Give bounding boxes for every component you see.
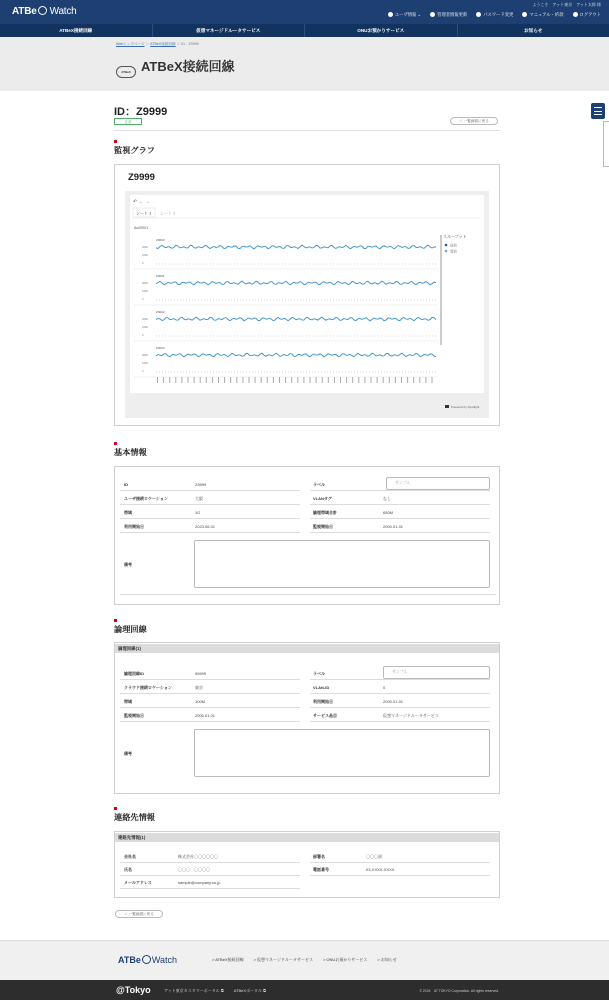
- basic-label-input[interactable]: サンプル: [386, 477, 490, 490]
- attokyo-logo[interactable]: @Tokyo: [116, 985, 151, 995]
- graph-x-tick: [334, 377, 335, 383]
- graph-x-tick: [352, 377, 353, 383]
- graph-row-label: Z0001: [156, 274, 165, 278]
- contact-label-0: 会社名: [124, 854, 136, 859]
- help-icon: [522, 12, 527, 17]
- graph-y-tick: 1000: [142, 290, 148, 293]
- graph-y-tick: 1000: [142, 254, 148, 257]
- contact-value-1: 〇〇〇 〇〇〇〇: [178, 867, 210, 872]
- logical-row-line: [310, 693, 490, 694]
- graph-x-tick: [364, 377, 365, 383]
- graph-row-label: Z0000: [156, 238, 165, 242]
- graph-x-tick: [407, 377, 408, 383]
- basic-row-line: [120, 518, 300, 519]
- logo-circle-icon: [38, 6, 47, 15]
- logical-label-0: 論理回線ID: [124, 671, 144, 676]
- basic-label-3: 利用開始日: [124, 524, 144, 529]
- graph-x-tick: [163, 377, 164, 383]
- basic-right-label-1: VLANタグ: [313, 496, 332, 501]
- breadcrumb-home[interactable]: Webトップページ: [116, 42, 145, 46]
- page-title: ATBeX ATBeX接続回線: [116, 56, 235, 78]
- graph-x-tick: [249, 377, 250, 383]
- contact-row-line: [120, 862, 300, 863]
- section-title-graph: 監視グラフ: [114, 146, 155, 155]
- footer-logo-circle-icon: [142, 955, 151, 964]
- graph-series-line: [156, 245, 436, 249]
- back-to-list-button[interactable]: ＜ 一覧画面に戻る: [450, 117, 498, 125]
- gnav-news[interactable]: お知らせ: [524, 28, 543, 33]
- logical-remarks-label: 備考: [124, 751, 132, 756]
- logical-label-input[interactable]: サンプル: [383, 666, 490, 679]
- footer-link-router[interactable]: > 仮想マネージドルータサービス: [253, 957, 313, 962]
- contact-row-line: [310, 862, 490, 863]
- divider: [114, 130, 500, 131]
- basic-row-line: [120, 532, 300, 533]
- contact-right-label-0: 部署名: [313, 854, 325, 859]
- legend-send: 送信: [450, 243, 457, 248]
- graph-y-tick: 1000: [142, 362, 148, 365]
- graph-row-label: Z0003: [156, 346, 165, 350]
- gnav-managed-router[interactable]: 仮想マネージドルータサービス: [153, 24, 306, 37]
- legend-recv: 受信: [450, 249, 457, 254]
- graph-x-tick: [261, 377, 262, 383]
- welcome-text: ようこそ アット東京 アット太郎 様: [532, 2, 601, 7]
- graph-x-tick: [230, 377, 231, 383]
- logical-value-0: 99999: [195, 671, 207, 676]
- logical-value-2: 100M: [195, 699, 206, 704]
- graph-x-tick: [285, 377, 286, 383]
- graph-y-tick: 0: [142, 370, 144, 373]
- graph-name: Z9999: [128, 172, 155, 183]
- graph-y-tick: 2000: [142, 318, 148, 321]
- logical-row-line: [120, 721, 300, 722]
- basic-remarks-label: 備考: [124, 562, 132, 567]
- graph-x-tick: [273, 377, 274, 383]
- password-change-link[interactable]: パスワード変更: [476, 12, 513, 18]
- header-nav: [388, 12, 601, 18]
- graph-y-tick: 0: [142, 334, 144, 337]
- graph-x-tick: [395, 377, 396, 383]
- back-to-list-button-bottom[interactable]: ＜ 一覧画面に戻る: [115, 910, 163, 918]
- cloud-icon: ATBeX: [116, 66, 136, 78]
- footer-link-atbex[interactable]: > ATBeX接続回線: [212, 957, 244, 962]
- basic-right-value-3: 2000.01.01: [383, 524, 404, 529]
- logical-remarks-textarea[interactable]: [194, 729, 490, 777]
- section-title-logical: 論理回線: [114, 625, 147, 634]
- legend-recv-dot: [445, 250, 448, 253]
- basic-right-label-0: ラベル: [313, 482, 325, 487]
- graph-x-tick: [224, 377, 225, 383]
- logical-right-label-2: 利用開始日: [313, 699, 333, 704]
- graph-x-tick: [188, 377, 189, 383]
- header-logo[interactable]: ATBe Watch: [12, 6, 77, 17]
- graph-x-tick: [389, 377, 390, 383]
- global-nav: [0, 24, 609, 37]
- legend-title: スループット: [443, 234, 467, 239]
- graph-x-tick: [206, 377, 207, 383]
- contact-value-0: 株式会社〇〇〇〇〇〇: [178, 854, 218, 859]
- user-info-link[interactable]: ユーザ情報 ⌄: [388, 12, 421, 18]
- contact-row-line: [120, 888, 300, 889]
- manual-link[interactable]: マニュアル・約款: [522, 12, 563, 18]
- footer-bottom: [0, 980, 609, 1000]
- graph-x-tick: [340, 377, 341, 383]
- graph-x-tick: [267, 377, 268, 383]
- graph-y-tick: 2000: [142, 246, 148, 249]
- contact-value-2: sample@company.co.jp: [178, 880, 221, 885]
- footer-link-news[interactable]: > お知らせ: [377, 957, 397, 962]
- graph-svg: [130, 195, 484, 415]
- graph-series-line: [156, 281, 436, 285]
- graph-series-line: [156, 317, 436, 321]
- basic-right-label-2: 論理帯域合計: [313, 510, 337, 515]
- graph-x-tick: [303, 377, 304, 383]
- logical-right-value-1: 0: [383, 685, 386, 690]
- status-badge: 正常: [114, 118, 142, 125]
- atbex-portal-link[interactable]: ATBeXポータル ⧉: [233, 988, 267, 993]
- graph-row-label: Z0002: [156, 310, 165, 314]
- line-id: ID：Z9999: [114, 106, 168, 118]
- graph-x-tick: [181, 377, 182, 383]
- footer-link-onu[interactable]: > ONUお預かりサービス: [322, 957, 368, 962]
- graph-x-tick: [255, 377, 256, 383]
- graph-y-tick: 0: [142, 298, 144, 301]
- footer-external-links: [164, 988, 266, 994]
- title-band: [0, 37, 609, 91]
- logical-right-value-2: 2000.01.01: [383, 699, 404, 704]
- basic-row-line: [120, 490, 300, 491]
- graph-x-tick: [291, 377, 292, 383]
- graph-y-tick: 2000: [142, 282, 148, 285]
- logical-label-3: 監視開始日: [124, 713, 144, 718]
- basic-row-line: [310, 532, 490, 533]
- graph-y-tick: 0: [142, 262, 144, 265]
- logical-right-label-3: サービス品目: [313, 713, 337, 718]
- graph-x-tick: [383, 377, 384, 383]
- graph-series-line: [156, 353, 436, 357]
- logical-right-value-3: 仮想マネージドルータサービス: [383, 713, 439, 718]
- contact-right-value-0: 〇〇〇部: [366, 854, 382, 859]
- logical-label-1: クラウド接続ロケーション: [124, 685, 172, 690]
- graph-x-tick: [279, 377, 280, 383]
- graph-x-tick: [377, 377, 378, 383]
- graph-x-tick: [218, 377, 219, 383]
- graph-x-tick: [401, 377, 402, 383]
- graph-x-tick: [328, 377, 329, 383]
- contact-right-value-1: 03-XXXX-XXXX: [366, 867, 395, 872]
- basic-value-0: Z9999: [195, 482, 207, 487]
- basic-row-line: [310, 518, 490, 519]
- basic-label-0: ID: [124, 482, 128, 487]
- graph-x-tick: [310, 377, 311, 383]
- breadcrumb-current: ID：Z9999: [181, 42, 199, 46]
- graph-x-tick: [419, 377, 420, 383]
- graph-x-tick: [371, 377, 372, 383]
- basic-row-line: [310, 504, 490, 505]
- graph-x-tick: [175, 377, 176, 383]
- logout-link[interactable]: ログアウト: [573, 12, 601, 18]
- logical-row-line: [120, 693, 300, 694]
- basic-value-1: 大阪: [195, 496, 203, 501]
- footer-links: [212, 957, 397, 963]
- section-title-contact: 連絡先情報: [114, 813, 155, 822]
- legend-send-dot: [445, 244, 448, 247]
- graph-x-tick: [358, 377, 359, 383]
- powered-by: Powered by Spotlight: [451, 405, 480, 409]
- logical-value-1: 東京: [195, 685, 203, 690]
- contact-row-line: [310, 875, 490, 876]
- graph-x-tick: [297, 377, 298, 383]
- graph-y-tick: 2000: [142, 354, 148, 357]
- copyright: © 2024 AT TOKYO Corporation. All rights reserved.: [419, 989, 499, 993]
- basic-right-value-1: なし: [383, 496, 391, 501]
- logical-value-3: 2000.01.01: [195, 713, 216, 718]
- graph-x-tick: [236, 377, 237, 383]
- logical-label-2: 帯域: [124, 699, 132, 704]
- customer-portal-link[interactable]: アット東京カスタマーポータル ⧉: [164, 988, 224, 993]
- basic-value-2: 1G: [195, 510, 201, 515]
- side-menu-button[interactable]: [591, 103, 605, 119]
- contact-subhead: 連絡先情報(1): [115, 833, 499, 842]
- admin-update-link[interactable]: 管理者情報更新: [430, 12, 467, 18]
- basic-label-2: 帯域: [124, 510, 132, 515]
- logical-right-label-0: ラベル: [313, 671, 325, 676]
- tab-sheet-2-label[interactable]: シート 2: [160, 210, 176, 216]
- logical-row-line: [310, 707, 490, 708]
- graph-x-tick: [322, 377, 323, 383]
- graph-x-tick: [169, 377, 170, 383]
- graph-x-tick: [194, 377, 195, 383]
- user-icon: [388, 12, 393, 17]
- footer-logo[interactable]: ATBe Watch: [118, 955, 178, 965]
- graph-x-tick: [157, 377, 158, 383]
- logical-row-line: [120, 679, 300, 680]
- key-icon: [476, 12, 481, 17]
- graph-x-tick: [346, 377, 347, 383]
- contact-label-2: メールアドレス: [124, 880, 152, 885]
- basic-remarks-textarea[interactable]: [194, 540, 490, 588]
- graph-y-tick: 1000: [142, 326, 148, 329]
- graph-x-tick: [432, 377, 433, 383]
- side-panel-edge: [603, 121, 609, 167]
- basic-right-label-3: 監視開始日: [313, 524, 333, 529]
- breadcrumb-parent[interactable]: ATBeX接続回線: [150, 42, 176, 46]
- basic-row-line: [310, 490, 490, 491]
- section-title-basic: 基本情報: [114, 448, 147, 457]
- graph-x-tick: [316, 377, 317, 383]
- logical-row-line: [310, 721, 490, 722]
- contact-row-line: [120, 875, 300, 876]
- breadcrumb: Webトップページ ＞ ATBeX接続回線 ＞ ID：Z9999: [116, 42, 199, 46]
- contact-right-label-1: 電話番号: [313, 867, 329, 872]
- gear-icon: [430, 12, 435, 17]
- logical-row-line: [120, 707, 300, 708]
- gnav-onu-service[interactable]: ONUお預かりサービス: [305, 24, 458, 37]
- graph-x-tick: [413, 377, 414, 383]
- gnav-atbex-lines[interactable]: ATBeX接続回線: [0, 24, 153, 37]
- panel-label: Au00001: [134, 226, 149, 230]
- basic-label-1: ユーザ接続ロケーション: [124, 496, 168, 501]
- tab-sheet-1-label: シート 1: [136, 210, 152, 216]
- basic-row-line: [120, 504, 300, 505]
- logical-subhead: 論理回線(1): [115, 644, 499, 653]
- logout-icon: [573, 12, 578, 17]
- basic-right-value-2: 650M: [383, 510, 394, 515]
- graph-x-tick: [200, 377, 201, 383]
- graph-x-tick: [425, 377, 426, 383]
- logical-row-line: [310, 679, 490, 680]
- graph-x-tick: [212, 377, 213, 383]
- site-header: [0, 0, 609, 24]
- logical-right-label-1: VLAN-ID: [313, 685, 330, 690]
- contact-label-1: 氏名: [124, 867, 132, 872]
- undo-icon[interactable]: ↶ ← →: [133, 199, 150, 205]
- graph-x-tick: [242, 377, 243, 383]
- basic-value-3: 2023.06.01: [195, 524, 216, 529]
